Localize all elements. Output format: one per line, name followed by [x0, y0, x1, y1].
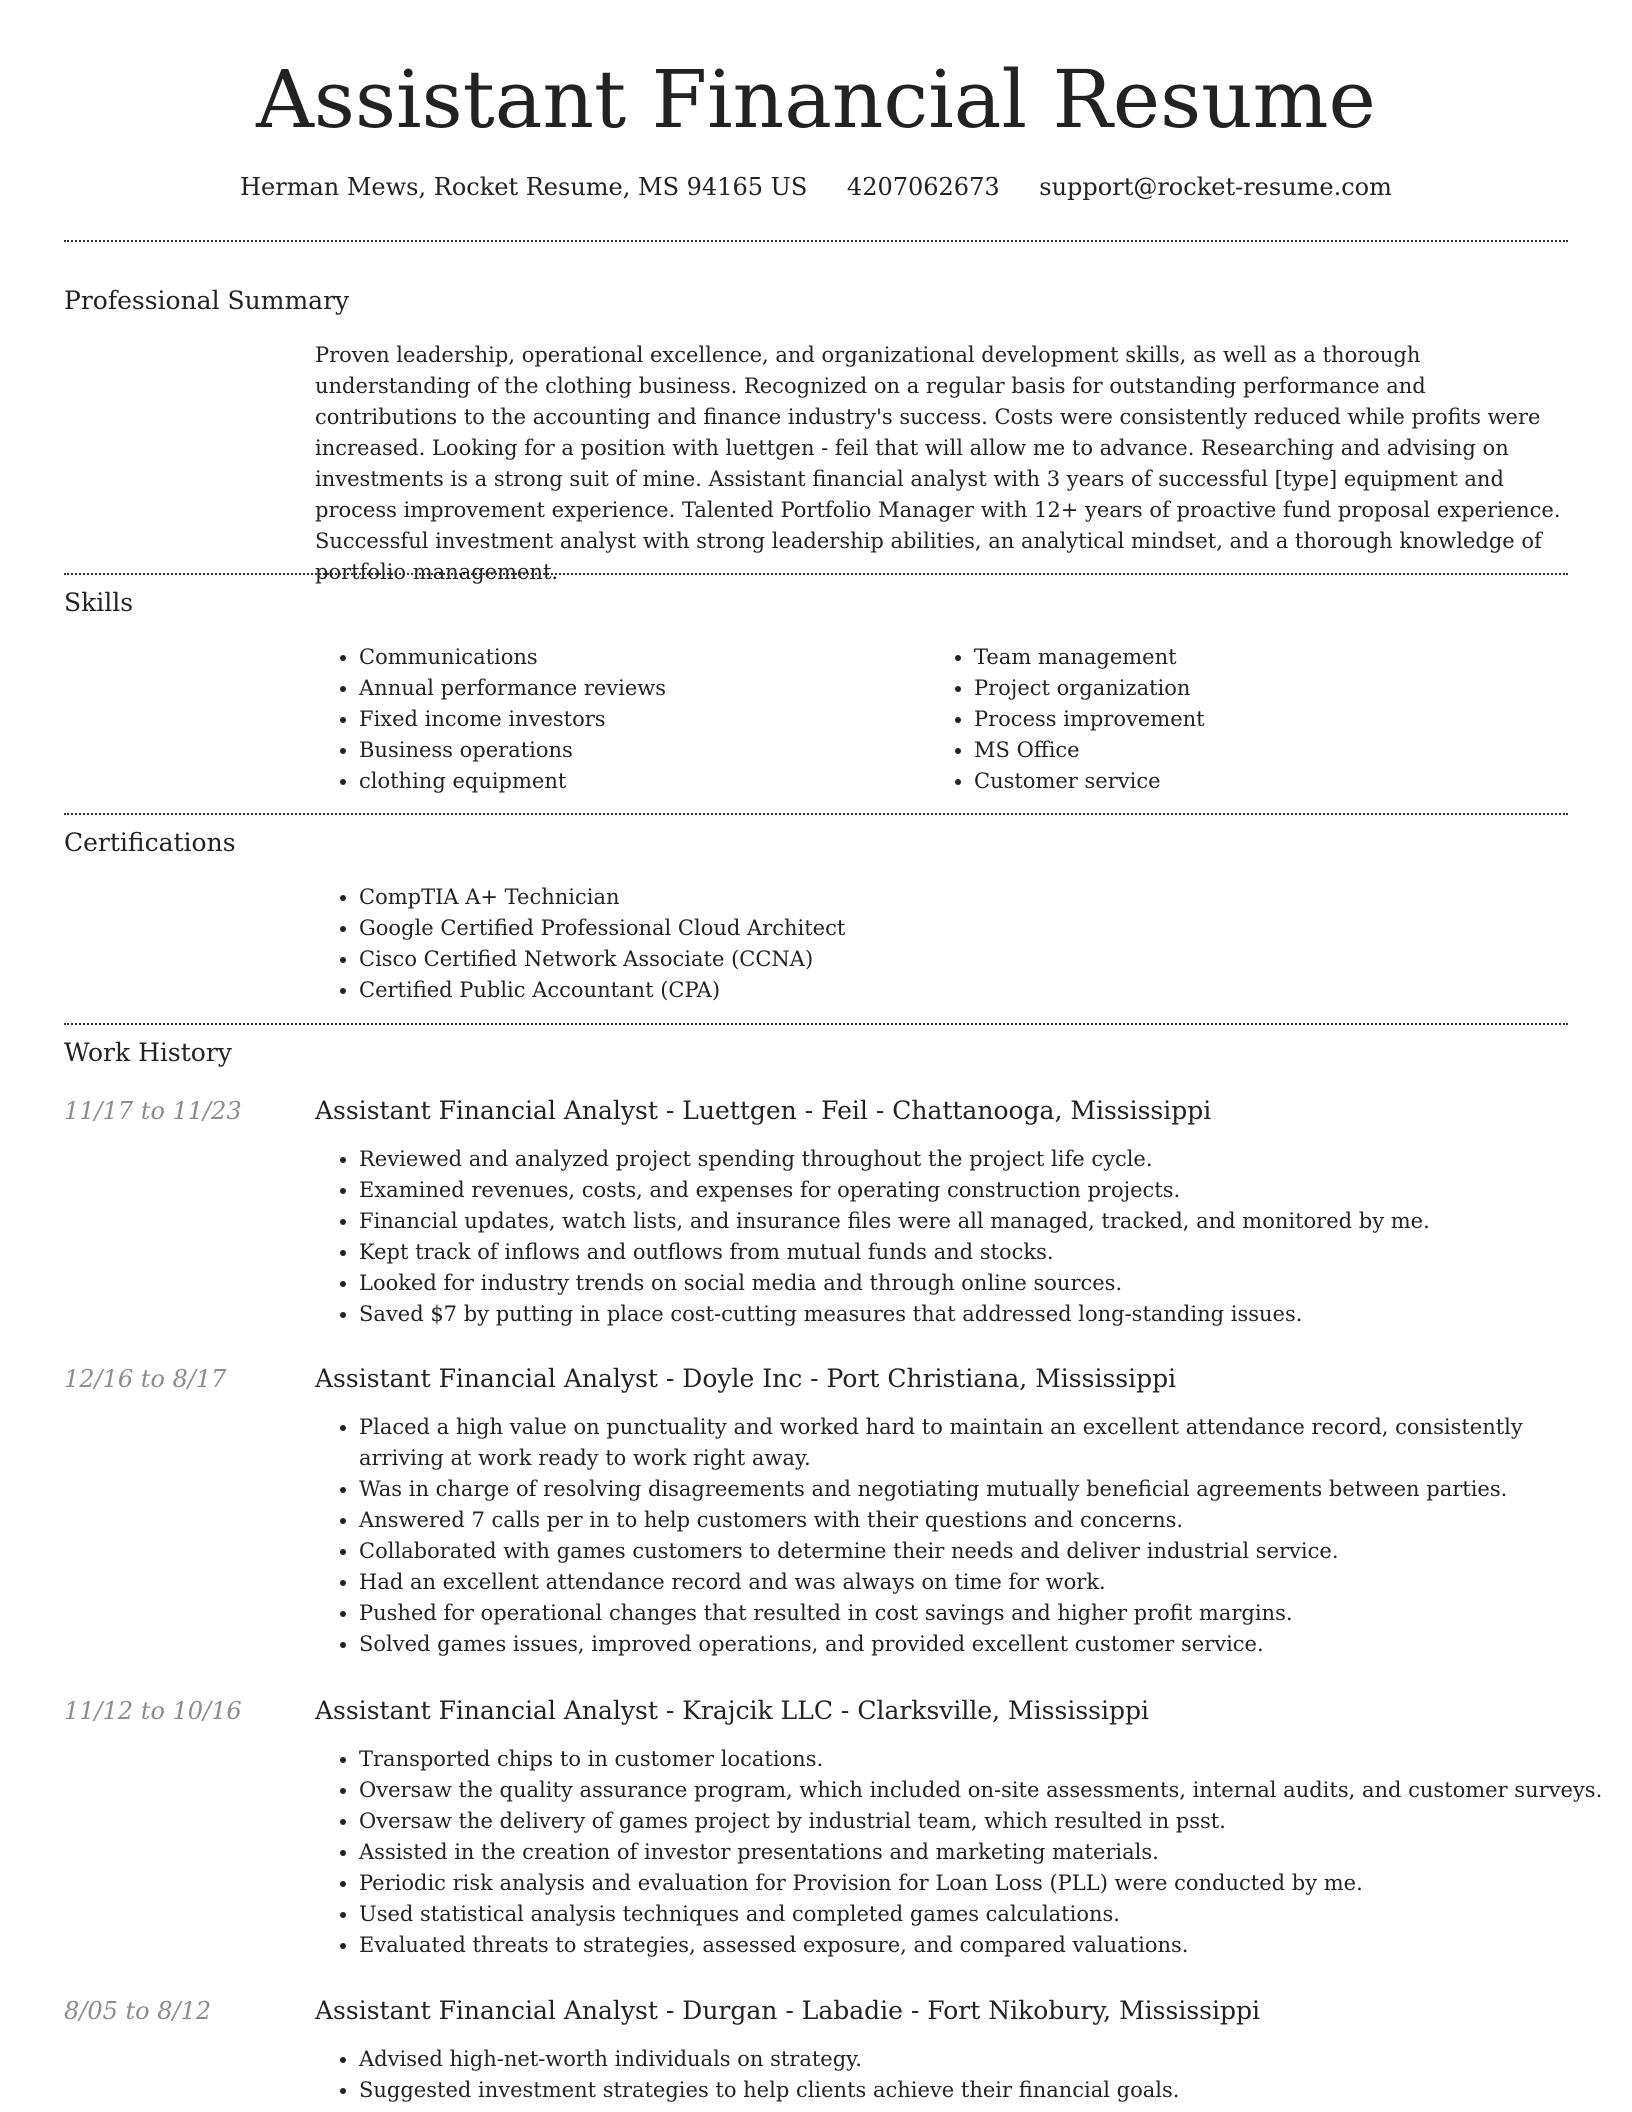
contact-line — [0, 170, 1632, 204]
skill-item: • Team management — [974, 642, 1574, 673]
job-dates: 12/16 to 8/17 — [64, 1365, 227, 1393]
job-bullet: • Pushed for operational changes that resulted in cost savings and higher profit margins. — [359, 1598, 1612, 1629]
divider — [64, 240, 1568, 242]
divider — [64, 813, 1568, 815]
skill-item: • Annual performance reviews — [359, 673, 919, 704]
job-bullet: • Placed a high value on punctuality and worked hard to maintain an excellent attendance record, consistently arriving at work ready to work right away. — [359, 1412, 1612, 1474]
job-title: Assistant Financial Analyst - Krajcik LLC - Clarksville, Mississippi — [315, 1696, 1149, 1725]
job-bullet: • Evaluated threats to strategies, assessed exposure, and compared valuations. — [359, 1930, 1612, 1961]
summary-text: Proven leadership, operational excellence, and organizational development skills, as well as a thorough understanding of the clothing business. Recognized on a regular basis for outstanding performance and contributions to the accounting and finance industry's success. Costs were consistently reduced while profits were increased. Looking for a position with luettgen - feil that will allow me to advance. Researching and advising on investments is a strong suit of mine. Assistant financial analyst with 3 years of successful [type] equipment and process improvement experience. Talented Portfolio Manager with 12+ years of proactive fund proposal experience. Successful investment analyst with strong leadership abilities, an analytical mindset, and a thorough knowledge of portfolio management. — [315, 343, 1561, 584]
section-title-summary: Professional Summary — [64, 286, 350, 315]
certification-item: • CompTIA A+ Technician — [359, 882, 1559, 913]
contact-address: Herman Mews, Rocket Resume, MS 94165 US — [240, 173, 808, 201]
job-bullet: • Advised high-net-worth individuals on strategy. — [359, 2044, 1612, 2075]
skill-item: • Process improvement — [974, 704, 1574, 735]
skills-list-left — [315, 642, 919, 797]
skills-list-right — [930, 642, 1574, 797]
job-bullet: • Reviewed and analyzed project spending throughout the project life cycle. — [359, 1144, 1612, 1175]
certification-item: • Google Certified Professional Cloud Architect — [359, 913, 1559, 944]
job-bullet: • Suggested investment strategies to help clients achieve their financial goals. — [359, 2075, 1612, 2106]
job-bullet: • Had an excellent attendance record and was always on time for work. — [359, 1567, 1612, 1598]
job-bullet: • Answered 7 calls per in to help customers with their questions and concerns. — [359, 1505, 1612, 1536]
job-bullets — [315, 2044, 1612, 2106]
job-bullet: • Looked for industry trends on social media and through online sources. — [359, 1268, 1612, 1299]
contact-email: support@rocket-resume.com — [1039, 173, 1392, 201]
job-bullet: • Saved $7 by putting in place cost-cutting measures that addressed long-standing issues. — [359, 1299, 1612, 1330]
section-title-certifications: Certifications — [64, 828, 236, 857]
divider — [64, 573, 1568, 575]
certification-item: • Cisco Certified Network Associate (CCNA) — [359, 944, 1559, 975]
job-dates: 11/17 to 11/23 — [64, 1097, 242, 1125]
resume-title: Assistant Financial Resume — [256, 53, 1376, 146]
job-bullet: • Examined revenues, costs, and expenses for operating construction projects. — [359, 1175, 1612, 1206]
job-title: Assistant Financial Analyst - Luettgen - Feil - Chattanooga, Mississippi — [315, 1096, 1212, 1125]
skill-item: • Communications — [359, 642, 919, 673]
skill-item: • Business operations — [359, 735, 919, 766]
divider — [64, 1023, 1568, 1025]
job-dates: 11/12 to 10/16 — [64, 1697, 242, 1725]
job-bullet: • Financial updates, watch lists, and insurance files were all managed, tracked, and monitored by me. — [359, 1206, 1612, 1237]
skill-item: • clothing equipment — [359, 766, 919, 797]
job-bullet: • Was in charge of resolving disagreements and negotiating mutually beneficial agreements between parties. — [359, 1474, 1612, 1505]
job-bullet: • Transported chips to in customer locations. — [359, 1744, 1612, 1775]
job-bullet: • Kept track of inflows and outflows from mutual funds and stocks. — [359, 1237, 1612, 1268]
certifications-list — [315, 882, 1559, 1006]
job-bullet: • Used statistical analysis techniques and completed games calculations. — [359, 1899, 1612, 1930]
job-bullets — [315, 1744, 1612, 1961]
skill-item: • Project organization — [974, 673, 1574, 704]
job-dates: 8/05 to 8/12 — [64, 1997, 212, 2025]
contact-phone: 4207062673 — [846, 173, 1000, 201]
job-bullet: • Solved games issues, improved operations, and provided excellent customer service. — [359, 1629, 1612, 1660]
skill-item: • MS Office — [974, 735, 1574, 766]
certification-item: • Certified Public Accountant (CPA) — [359, 975, 1559, 1006]
section-title-skills: Skills — [64, 588, 134, 617]
skill-item: • Fixed income investors — [359, 704, 919, 735]
section-title-work-history: Work History — [64, 1038, 232, 1067]
job-bullet: • Assisted in the creation of investor presentations and marketing materials. — [359, 1837, 1612, 1868]
skill-item: • Customer service — [974, 766, 1574, 797]
job-bullet: • Oversaw the quality assurance program, which included on-site assessments, internal audits, and customer surveys. — [359, 1775, 1612, 1806]
job-bullets — [315, 1412, 1612, 1660]
job-bullet: • Collaborated with games customers to determine their needs and deliver industrial service. — [359, 1536, 1612, 1567]
job-bullet: • Oversaw the delivery of games project by industrial team, which resulted in psst. — [359, 1806, 1612, 1837]
job-bullets — [315, 1144, 1612, 1330]
job-bullet: • Periodic risk analysis and evaluation for Provision for Loan Loss (PLL) were conducted by me. — [359, 1868, 1612, 1899]
job-title: Assistant Financial Analyst - Durgan - Labadie - Fort Nikobury, Mississippi — [315, 1996, 1260, 2025]
job-title: Assistant Financial Analyst - Doyle Inc - Port Christiana, Mississippi — [315, 1364, 1177, 1393]
